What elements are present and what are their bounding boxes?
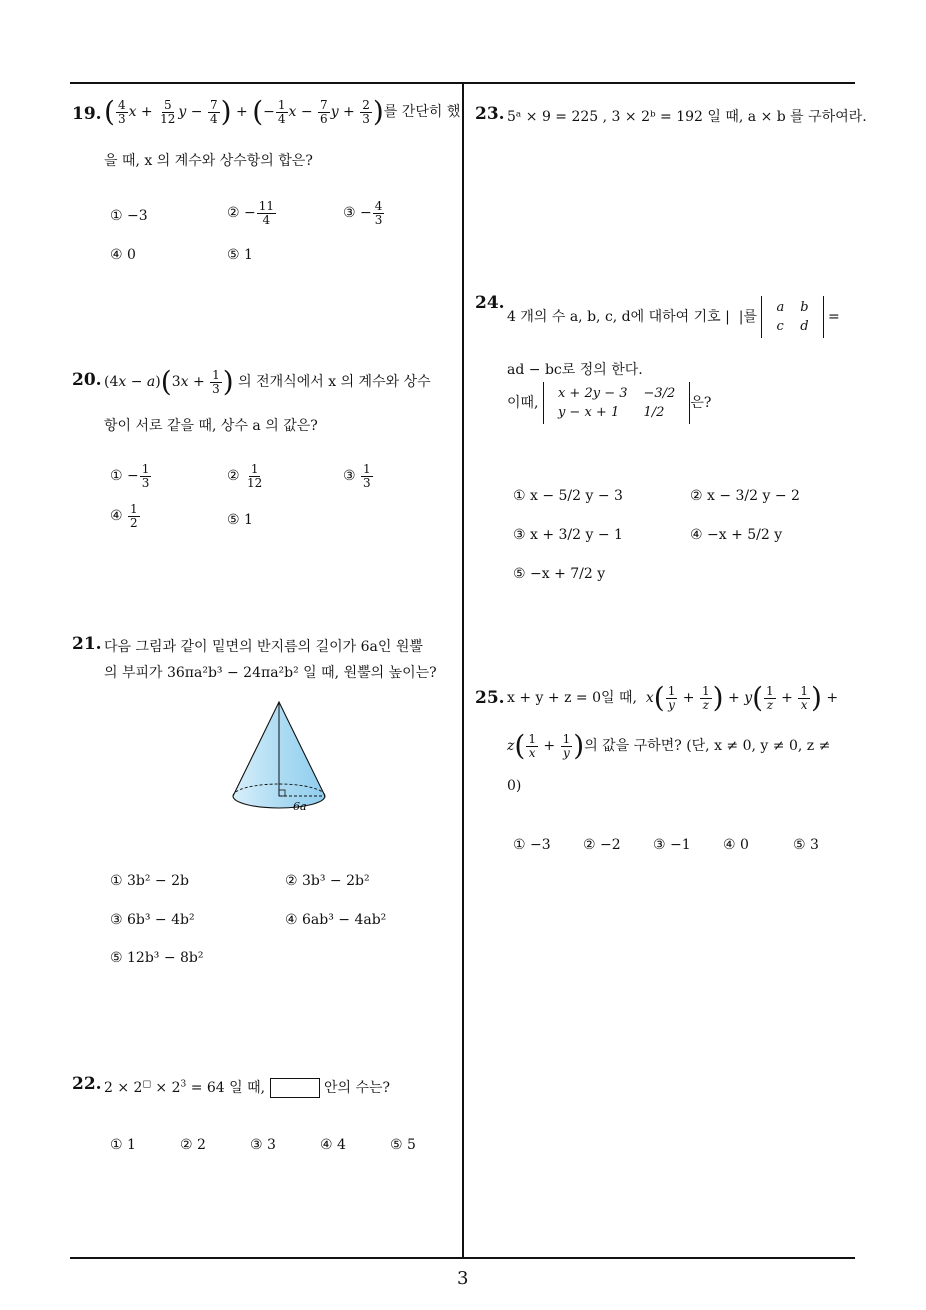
q25-choice-3[interactable]: ③ −1	[653, 837, 691, 853]
q21-choice-1[interactable]: ① 3b² − 2b	[110, 873, 189, 889]
q21-choice-5[interactable]: ⑤ 12b³ − 8b²	[110, 950, 204, 966]
q20-choice-5[interactable]: ⑤ 1	[227, 512, 253, 528]
q24-choice-3[interactable]: ③ x + 3/2 y − 1	[513, 527, 623, 543]
q19-expression: ( $\frac{4}{3}$ x + $\frac{5}{12}$ y − $\frac{7}{4}$ ) + (− $\frac{1}{4}$ x − $\frac{7}{6}$ y + $\frac{2}{3}$ )를 간단히 했	[104, 95, 461, 128]
q21-number: 21.	[72, 634, 102, 654]
q22-text: $2 \times 2^□ \times 2^3 = 64$ 일 때, 안의 수는?	[104, 1079, 391, 1096]
q21-choice-3[interactable]: ③ 6b³ − 4b²	[110, 912, 195, 928]
q25-line2: z( $\frac{1}{x}$ + $\frac{1}{y}$ )의 값을 구하면? (단, x ≠ 0, y ≠ 0, z ≠	[507, 729, 831, 762]
q24-determinant-def: a b c d	[761, 296, 823, 338]
q24-determinant-expr: x + 2y − 3 −3/2 y − x + 1 1/2	[543, 382, 690, 424]
cone-radius-label: 6a	[293, 800, 307, 813]
q22-choice-4[interactable]: ④ 4	[320, 1137, 346, 1153]
q20-choice-3[interactable]: ③ $\frac{1}{3}$	[343, 462, 371, 490]
column-divider	[462, 82, 464, 1258]
q21-line1: 다음 그림과 같이 밑면의 반지름의 길이가 6a인 원뿔	[104, 639, 423, 655]
q19-choice-5[interactable]: ⑤ 1	[227, 247, 253, 263]
q24-choice-2[interactable]: ② x − 3/2 y − 2	[690, 488, 800, 504]
q24-line1: 4 개의 수 a, b, c, d에 대하여 기호 | |를 a b c d =	[507, 296, 840, 338]
q22-number: 22.	[72, 1074, 102, 1094]
q23-text: 5ᵃ × 9 = 225 , 3 × 2ᵇ = 192 일 때, a × b 를 구하여라.	[507, 109, 867, 125]
bottom-rule	[70, 1257, 855, 1259]
q19-choice-1[interactable]: ① −3	[110, 208, 148, 224]
q21-line2: 의 부피가 36πa²b³ − 24πa²b² 일 때, 원뿔의 높이는?	[104, 665, 437, 681]
q25-choice-5[interactable]: ⑤ 3	[793, 837, 819, 853]
q21-choice-4[interactable]: ④ 6ab³ − 4ab²	[285, 912, 387, 928]
q23-number: 23.	[475, 104, 505, 124]
q19-text-tail: 를 간단히 했	[383, 104, 461, 120]
q22-choice-3[interactable]: ③ 3	[250, 1137, 276, 1153]
q20-line2: 항이 서로 같을 때, 상수 a 의 값은?	[104, 418, 318, 434]
q20-choice-1[interactable]: ① − $\frac{1}{3}$	[110, 462, 150, 490]
q20-choice-2[interactable]: ② $\frac{1}{12}$	[227, 462, 263, 490]
q24-choice-1[interactable]: ① x − 5/2 y − 3	[513, 488, 623, 504]
q20-number: 20.	[72, 370, 102, 390]
q20-text-tail: 의 전개식에서 x 의 계수와 상수	[233, 374, 431, 390]
q22-choice-1[interactable]: ① 1	[110, 1137, 136, 1153]
q21-choice-2[interactable]: ② 3b³ − 2b²	[285, 873, 370, 889]
cone-figure	[225, 698, 335, 818]
q25-choice-4[interactable]: ④ 0	[723, 837, 749, 853]
q25-line3: 0)	[507, 778, 522, 794]
q24-choice-5[interactable]: ⑤ −x + 7/2 y	[513, 566, 606, 582]
q24-line2: ad − bc로 정의 한다.	[507, 362, 643, 378]
q20-expression: (4x − a)(3x + $\frac{1}{3}$ ) 의 전개식에서 x 의 계수와 상수	[104, 365, 431, 398]
q19-number: 19.	[72, 104, 102, 124]
q19-line2: 을 때, x 의 계수와 상수항의 합은?	[104, 153, 313, 169]
q25-number: 25.	[475, 688, 505, 708]
q24-line3: 이때, x + 2y − 3 −3/2 y − x + 1 1/2 은?	[507, 382, 711, 424]
q19-choice-3[interactable]: ③ − $\frac{4}{3}$	[343, 199, 383, 227]
q25-choice-2[interactable]: ② −2	[583, 837, 621, 853]
q25-choice-1[interactable]: ① −3	[513, 837, 551, 853]
q20-choice-4[interactable]: ④ $\frac{1}{2}$	[110, 502, 138, 530]
page-number: 3	[457, 1268, 469, 1289]
q24-number: 24.	[475, 293, 505, 313]
q19-choice-4[interactable]: ④ 0	[110, 247, 136, 263]
q24-choice-4[interactable]: ④ −x + 5/2 y	[690, 527, 783, 543]
q22-choice-2[interactable]: ② 2	[180, 1137, 206, 1153]
q25-line1: x + y + z = 0일 때, x( $\frac{1}{y}$ + $\frac{1}{z}$ ) + y( $\frac{1}{z}$ + $\frac{1}{x}$ ) +	[507, 681, 839, 714]
q22-choice-5[interactable]: ⑤ 5	[390, 1137, 416, 1153]
q22-answer-box[interactable]	[270, 1078, 320, 1098]
q19-choice-2[interactable]: ② − $\frac{11}{4}$	[227, 199, 275, 227]
